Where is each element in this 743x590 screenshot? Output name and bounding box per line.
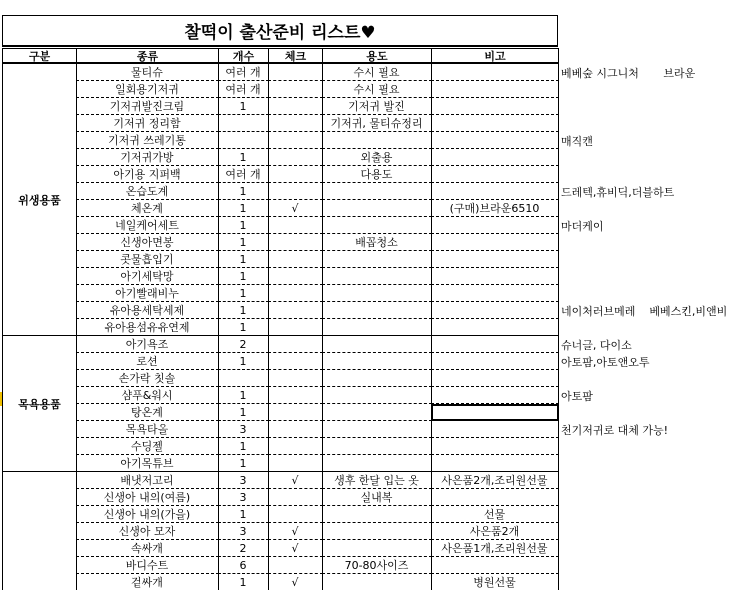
cell-note[interactable] xyxy=(431,421,559,438)
category-clothing[interactable] xyxy=(2,472,77,590)
cell-qty[interactable]: 여러 개 xyxy=(218,64,269,81)
cell-kind[interactable]: 샴푸&워시 xyxy=(76,387,219,404)
cell-use[interactable] xyxy=(322,353,432,370)
cell-qty[interactable] xyxy=(218,115,269,132)
cell-kind[interactable]: 네일케어세트 xyxy=(76,217,219,234)
cell-use[interactable] xyxy=(322,523,432,540)
cell-kind[interactable]: 콧물흡입기 xyxy=(76,251,219,268)
cell-note[interactable] xyxy=(431,183,559,200)
cell-check[interactable] xyxy=(268,506,323,523)
cell-use[interactable] xyxy=(322,302,432,319)
cell-check[interactable] xyxy=(268,217,323,234)
cell-extra[interactable]: 매직캔 xyxy=(561,134,593,148)
cell-kind[interactable]: 아기용 지퍼백 xyxy=(76,166,219,183)
cell-note[interactable] xyxy=(431,166,559,183)
cell-qty[interactable]: 여러 개 xyxy=(218,166,269,183)
cell-use[interactable] xyxy=(322,200,432,217)
cell-kind[interactable]: 신생아면봉 xyxy=(76,234,219,251)
cell-check[interactable]: √ xyxy=(268,574,323,590)
cell-qty[interactable]: 3 xyxy=(218,523,269,540)
cell-kind[interactable]: 체온계 xyxy=(76,200,219,217)
cell-note[interactable] xyxy=(431,115,559,132)
sheet-title[interactable]: 찰떡이 출산준비 리스트♥ xyxy=(2,15,558,47)
cell-check[interactable] xyxy=(268,336,323,353)
cell-kind[interactable]: 아기빨래비누 xyxy=(76,285,219,302)
cell-check[interactable] xyxy=(268,489,323,506)
cell-kind[interactable]: 아기욕조 xyxy=(76,336,219,353)
cell-kind[interactable]: 바디수트 xyxy=(76,557,219,574)
header-category[interactable]: 구분 xyxy=(2,48,77,64)
cell-qty[interactable]: 1 xyxy=(218,353,269,370)
cell-use[interactable]: 수시 필요 xyxy=(322,64,432,81)
cell-check[interactable] xyxy=(268,455,323,472)
cell-qty[interactable]: 3 xyxy=(218,472,269,489)
header-use[interactable]: 용도 xyxy=(322,48,432,64)
cell-extra[interactable]: 아토팜,아토앤오투 xyxy=(561,355,650,369)
cell-note[interactable] xyxy=(431,319,559,336)
category-bath[interactable]: 목욕용품 xyxy=(2,336,77,472)
cell-check[interactable]: √ xyxy=(268,540,323,557)
cell-use[interactable] xyxy=(322,336,432,353)
cell-qty[interactable]: 1 xyxy=(218,234,269,251)
cell-qty[interactable]: 1 xyxy=(218,319,269,336)
cell-use[interactable] xyxy=(322,404,432,421)
cell-use[interactable]: 배꼽청소 xyxy=(322,234,432,251)
cell-kind[interactable]: 기저귀 정리함 xyxy=(76,115,219,132)
cell-check[interactable] xyxy=(268,251,323,268)
cell-qty[interactable]: 1 xyxy=(218,268,269,285)
category-hygiene[interactable]: 위생용품 xyxy=(2,64,77,336)
cell-use[interactable] xyxy=(322,183,432,200)
cell-use[interactable]: 외출용 xyxy=(322,149,432,166)
header-note[interactable]: 비고 xyxy=(431,48,559,64)
cell-kind[interactable]: 겉싸개 xyxy=(76,574,219,590)
cell-note[interactable]: 선물 xyxy=(431,506,559,523)
cell-note[interactable] xyxy=(431,353,559,370)
cell-qty[interactable]: 1 xyxy=(218,387,269,404)
cell-extra[interactable]: 마더케이 xyxy=(561,219,604,233)
cell-note[interactable]: 사은품1개,조리원선물 xyxy=(431,540,559,557)
cell-qty[interactable]: 2 xyxy=(218,540,269,557)
cell-note[interactable] xyxy=(431,336,559,353)
cell-kind[interactable]: 수딩젤 xyxy=(76,438,219,455)
cell-check[interactable] xyxy=(268,557,323,574)
cell-use[interactable] xyxy=(322,268,432,285)
cell-use[interactable]: 다용도 xyxy=(322,166,432,183)
cell-qty[interactable]: 1 xyxy=(218,285,269,302)
cell-check[interactable] xyxy=(268,404,323,421)
cell-qty[interactable]: 1 xyxy=(218,404,269,421)
cell-note[interactable] xyxy=(431,285,559,302)
cell-qty[interactable]: 1 xyxy=(218,217,269,234)
cell-kind[interactable]: 목욕타올 xyxy=(76,421,219,438)
cell-qty[interactable]: 3 xyxy=(218,421,269,438)
cell-extra[interactable]: 베베숲 시그니처 브라운 xyxy=(561,66,696,80)
cell-note[interactable] xyxy=(431,98,559,115)
cell-use[interactable] xyxy=(322,506,432,523)
cell-use[interactable] xyxy=(322,132,432,149)
cell-kind[interactable]: 손가락 칫솔 xyxy=(76,370,219,387)
cell-extra[interactable]: 네이처러브메레 베베스킨,비앤비 xyxy=(561,304,728,318)
cell-note[interactable]: 사은품2개,조리원선물 xyxy=(431,472,559,489)
cell-kind[interactable]: 유아용섬유유연제 xyxy=(76,319,219,336)
cell-note[interactable] xyxy=(431,251,559,268)
cell-use[interactable] xyxy=(322,217,432,234)
cell-check[interactable] xyxy=(268,285,323,302)
cell-kind[interactable]: 신생아 내의(여름) xyxy=(76,489,219,506)
cell-check[interactable] xyxy=(268,115,323,132)
cell-check[interactable] xyxy=(268,387,323,404)
cell-extra[interactable]: 슈너글, 다이소 xyxy=(561,338,632,352)
cell-use[interactable]: 기저귀, 물티슈정리 xyxy=(322,115,432,132)
cell-use[interactable] xyxy=(322,455,432,472)
cell-kind[interactable]: 신생아 내의(가을) xyxy=(76,506,219,523)
cell-note[interactable]: 병원선물 xyxy=(431,574,559,590)
cell-qty[interactable]: 1 xyxy=(218,149,269,166)
cell-note[interactable] xyxy=(431,132,559,149)
cell-note[interactable] xyxy=(431,268,559,285)
cell-qty[interactable]: 3 xyxy=(218,489,269,506)
cell-check[interactable]: √ xyxy=(268,523,323,540)
cell-note[interactable] xyxy=(431,81,559,98)
cell-qty[interactable]: 1 xyxy=(218,506,269,523)
cell-use[interactable] xyxy=(322,540,432,557)
cell-use[interactable] xyxy=(322,251,432,268)
cell-use[interactable] xyxy=(322,387,432,404)
cell-check[interactable] xyxy=(268,370,323,387)
cell-use[interactable] xyxy=(322,370,432,387)
cell-use[interactable] xyxy=(322,574,432,590)
cell-kind[interactable]: 로션 xyxy=(76,353,219,370)
cell-kind[interactable]: 아기목튜브 xyxy=(76,455,219,472)
cell-note[interactable] xyxy=(431,64,559,81)
cell-note[interactable] xyxy=(431,489,559,506)
cell-check[interactable] xyxy=(268,353,323,370)
cell-use[interactable]: 생후 한달 입는 옷 xyxy=(322,472,432,489)
cell-note[interactable] xyxy=(431,370,559,387)
cell-check[interactable] xyxy=(268,64,323,81)
cell-note[interactable] xyxy=(431,455,559,472)
cell-note[interactable] xyxy=(431,149,559,166)
cell-check[interactable] xyxy=(268,132,323,149)
cell-kind[interactable]: 유아용세탁세제 xyxy=(76,302,219,319)
cell-use[interactable] xyxy=(322,285,432,302)
cell-check[interactable] xyxy=(268,81,323,98)
cell-extra[interactable]: 아토팜 xyxy=(561,389,593,403)
cell-check[interactable] xyxy=(268,421,323,438)
cell-kind[interactable]: 배냇저고리 xyxy=(76,472,219,489)
cell-kind[interactable]: 기저귀발진크림 xyxy=(76,98,219,115)
cell-note[interactable] xyxy=(431,234,559,251)
cell-note[interactable] xyxy=(431,217,559,234)
cell-use[interactable] xyxy=(322,438,432,455)
cell-check[interactable]: √ xyxy=(268,200,323,217)
cell-use[interactable] xyxy=(322,421,432,438)
cell-qty[interactable]: 1 xyxy=(218,455,269,472)
cell-qty[interactable] xyxy=(218,132,269,149)
cell-check[interactable]: √ xyxy=(268,472,323,489)
cell-check[interactable] xyxy=(268,98,323,115)
cell-kind[interactable]: 신생아 모자 xyxy=(76,523,219,540)
cell-note[interactable]: (구매)브라운6510 xyxy=(431,200,559,217)
cell-kind[interactable]: 물티슈 xyxy=(76,64,219,81)
cell-check[interactable] xyxy=(268,438,323,455)
cell-check[interactable] xyxy=(268,319,323,336)
cell-kind[interactable]: 탕온계 xyxy=(76,404,219,421)
cell-check[interactable] xyxy=(268,183,323,200)
cell-note[interactable] xyxy=(431,302,559,319)
cell-use[interactable]: 기저귀 발진 xyxy=(322,98,432,115)
cell-check[interactable] xyxy=(268,149,323,166)
cell-qty[interactable] xyxy=(218,370,269,387)
cell-note[interactable] xyxy=(431,438,559,455)
cell-note[interactable] xyxy=(431,387,559,404)
cell-check[interactable] xyxy=(268,302,323,319)
header-kind[interactable]: 종류 xyxy=(76,48,219,64)
cell-kind[interactable]: 기저귀 쓰레기통 xyxy=(76,132,219,149)
cell-note[interactable] xyxy=(431,557,559,574)
cell-qty[interactable]: 1 xyxy=(218,574,269,590)
cell-kind[interactable]: 온습도계 xyxy=(76,183,219,200)
cell-qty[interactable]: 1 xyxy=(218,302,269,319)
cell-use[interactable]: 수시 필요 xyxy=(322,81,432,98)
cell-qty[interactable]: 여러 개 xyxy=(218,81,269,98)
cell-check[interactable] xyxy=(268,268,323,285)
cell-qty[interactable]: 1 xyxy=(218,98,269,115)
header-qty[interactable]: 개수 xyxy=(218,48,269,64)
cell-extra[interactable]: 천기저귀로 대체 가능! xyxy=(561,423,669,437)
cell-kind[interactable]: 속싸개 xyxy=(76,540,219,557)
cell-check[interactable] xyxy=(268,166,323,183)
cell-note[interactable] xyxy=(431,404,559,421)
header-check[interactable]: 체크 xyxy=(268,48,323,64)
cell-use[interactable]: 실내복 xyxy=(322,489,432,506)
cell-use[interactable] xyxy=(322,319,432,336)
cell-note[interactable]: 사은품2개 xyxy=(431,523,559,540)
cell-check[interactable] xyxy=(268,234,323,251)
cell-qty[interactable]: 6 xyxy=(218,557,269,574)
cell-extra[interactable]: 드레텍,휴비딕,더블하트 xyxy=(561,185,675,199)
cell-kind[interactable]: 기저귀가방 xyxy=(76,149,219,166)
cell-qty[interactable]: 1 xyxy=(218,183,269,200)
cell-kind[interactable]: 일회용기저귀 xyxy=(76,81,219,98)
cell-use[interactable]: 70-80사이즈 xyxy=(322,557,432,574)
cell-qty[interactable]: 1 xyxy=(218,251,269,268)
cell-qty[interactable]: 1 xyxy=(218,438,269,455)
cell-qty[interactable]: 1 xyxy=(218,200,269,217)
cell-kind[interactable]: 아기세탁망 xyxy=(76,268,219,285)
cell-qty[interactable]: 2 xyxy=(218,336,269,353)
